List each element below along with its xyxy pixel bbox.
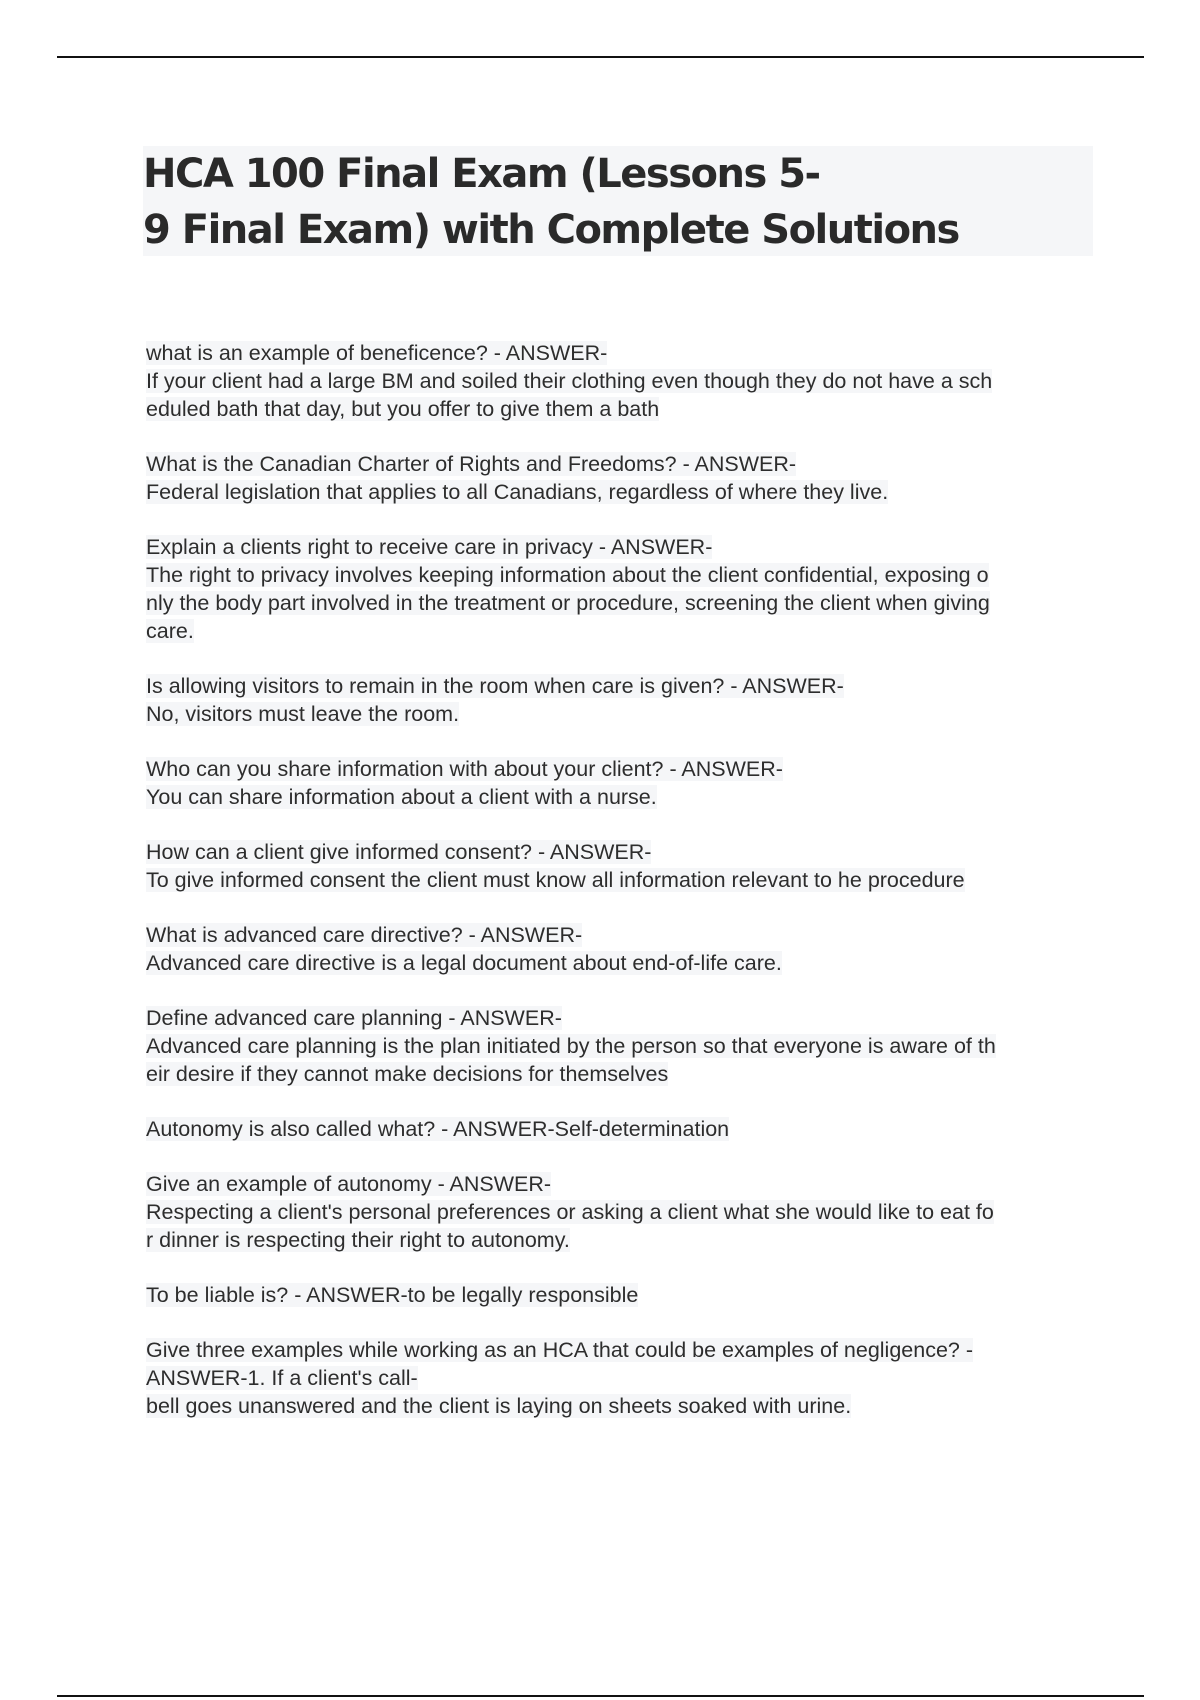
answer-line	[146, 478, 1106, 506]
qa-text: Advanced care directive is a legal document about end-of-life care.	[146, 951, 782, 975]
qa-text: what is an example of beneficence? - ANSWER-	[146, 341, 608, 365]
qa-text: Advanced care planning is the plan initiated by the person so that everyone is aware of th	[146, 1034, 996, 1058]
qa-item	[146, 533, 1106, 645]
answer-line	[146, 866, 1106, 894]
answer-line	[146, 1364, 1106, 1392]
top-rule	[57, 56, 1144, 58]
answer-line	[146, 617, 1106, 645]
qa-text: Respecting a client's personal preferences or asking a client what she would like to eat fo	[146, 1200, 994, 1224]
qa-item	[146, 450, 1106, 506]
qa-text: No, visitors must leave the room.	[146, 702, 460, 726]
qa-item	[146, 1336, 1106, 1420]
answer-line	[146, 1032, 1106, 1060]
qa-item	[146, 1004, 1106, 1088]
qa-text: bell goes unanswered and the client is laying on sheets soaked with urine.	[146, 1394, 852, 1418]
answer-line	[146, 395, 1106, 423]
qa-item	[146, 1170, 1106, 1254]
answer-line	[146, 561, 1106, 589]
qa-text: eir desire if they cannot make decisions for themselves	[146, 1062, 669, 1086]
answer-line	[146, 1198, 1106, 1226]
answer-line	[146, 1226, 1106, 1254]
qa-text: The right to privacy involves keeping information about the client confidential, exposing o	[146, 563, 989, 587]
question-line	[146, 450, 1106, 478]
qa-text: care.	[146, 619, 194, 643]
qa-text: You can share information about a client with a nurse.	[146, 785, 657, 809]
qa-text: Explain a clients right to receive care in privacy - ANSWER-	[146, 535, 713, 559]
answer-line	[146, 783, 1106, 811]
answer-line	[146, 589, 1106, 617]
qa-text: Federal legislation that applies to all Canadians, regardless of where they live.	[146, 480, 889, 504]
qa-item	[146, 1115, 1106, 1143]
qa-text: What is advanced care directive? - ANSWER-	[146, 923, 583, 947]
question-line	[146, 1115, 1106, 1143]
title-line-2: 9 Final Exam) with Complete Solutions	[143, 207, 959, 253]
qa-text: ANSWER-1. If a client's call-	[146, 1366, 418, 1390]
qa-item	[146, 921, 1106, 977]
qa-text: To give informed consent the client must know all information relevant to he procedure	[146, 868, 965, 892]
qa-item	[146, 339, 1106, 423]
qa-text: Is allowing visitors to remain in the room when care is given? - ANSWER-	[146, 674, 844, 698]
question-line	[146, 838, 1106, 866]
title-line-1: HCA 100 Final Exam (Lessons 5-	[143, 151, 820, 197]
question-line	[146, 755, 1106, 783]
qa-text: To be liable is? - ANSWER-to be legally responsible	[146, 1283, 639, 1307]
qa-list	[146, 339, 1106, 1447]
qa-text: How can a client give informed consent? - ANSWER-	[146, 840, 652, 864]
qa-text: If your client had a large BM and soiled their clothing even though they do not have a sch	[146, 369, 993, 393]
document-title	[143, 146, 1093, 256]
qa-text: nly the body part involved in the treatment or procedure, screening the client when giving	[146, 591, 990, 615]
answer-line	[146, 1392, 1106, 1420]
bottom-rule	[57, 1695, 1144, 1697]
qa-item	[146, 838, 1106, 894]
qa-text: Autonomy is also called what? - ANSWER-Self-determination	[146, 1117, 730, 1141]
qa-text: Who can you share information with about your client? - ANSWER-	[146, 757, 783, 781]
qa-item	[146, 672, 1106, 728]
question-line	[146, 1170, 1106, 1198]
qa-item	[146, 755, 1106, 811]
question-line	[146, 921, 1106, 949]
qa-text: r dinner is respecting their right to autonomy.	[146, 1228, 570, 1252]
qa-text: What is the Canadian Charter of Rights and Freedoms? - ANSWER-	[146, 452, 797, 476]
question-line	[146, 1004, 1106, 1032]
question-line	[146, 672, 1106, 700]
qa-text: Define advanced care planning - ANSWER-	[146, 1006, 562, 1030]
question-line	[146, 1281, 1106, 1309]
answer-line	[146, 949, 1106, 977]
answer-line	[146, 367, 1106, 395]
qa-text: Give three examples while working as an HCA that could be examples of negligence? -	[146, 1338, 974, 1362]
qa-text: Give an example of autonomy - ANSWER-	[146, 1172, 552, 1196]
qa-item	[146, 1281, 1106, 1309]
question-line	[146, 1336, 1106, 1364]
question-line	[146, 533, 1106, 561]
question-line	[146, 339, 1106, 367]
answer-line	[146, 700, 1106, 728]
answer-line	[146, 1060, 1106, 1088]
qa-text: eduled bath that day, but you offer to give them a bath	[146, 397, 660, 421]
